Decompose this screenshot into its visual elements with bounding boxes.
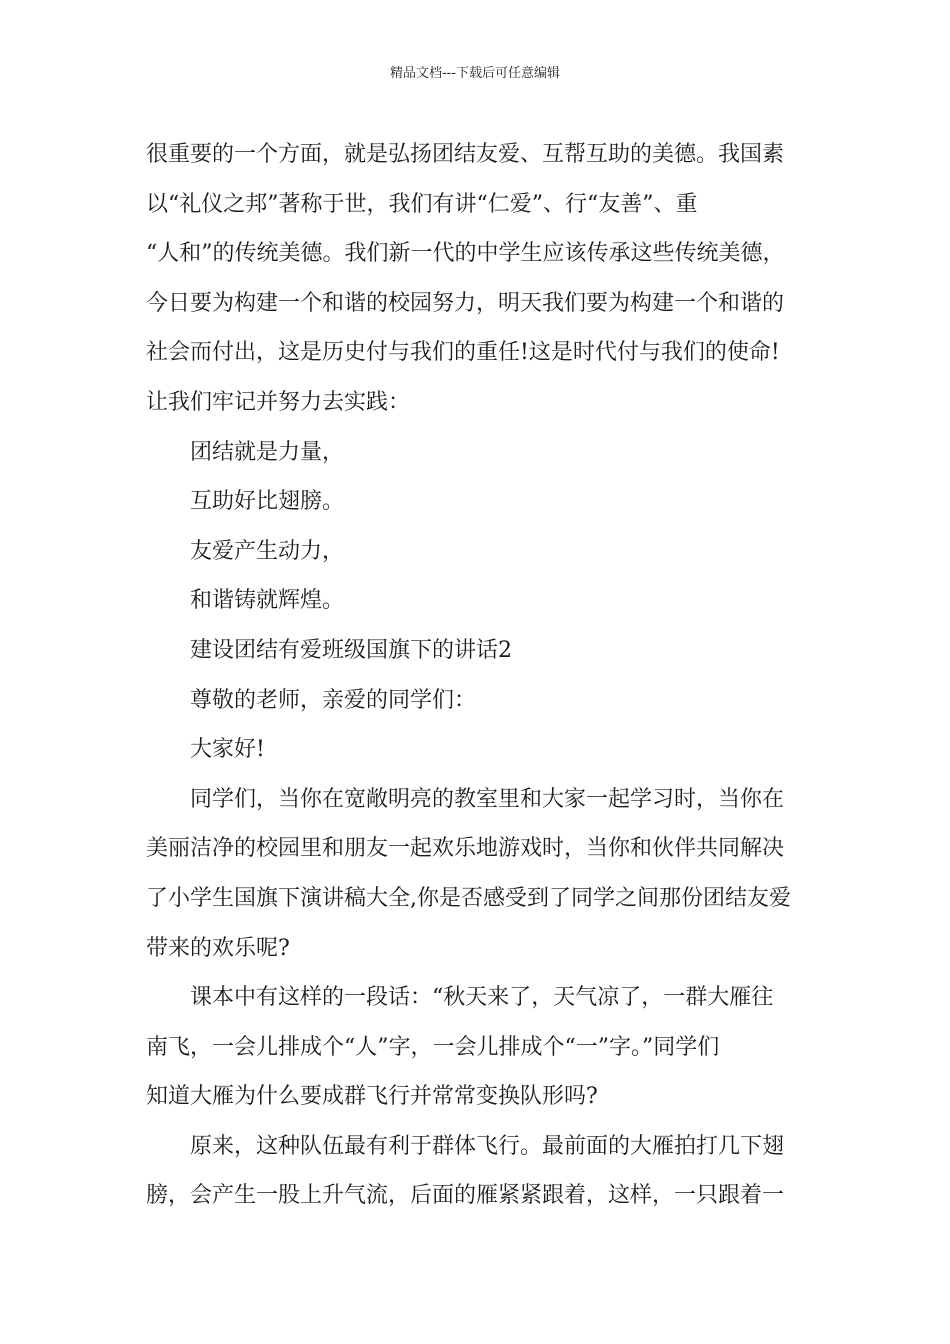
- page-header: 精品文档---下载后可任意编辑: [389, 66, 561, 81]
- paragraph-line: 今日要为构建一个和谐的校园努力，明天我们要为构建一个和谐的: [146, 290, 785, 316]
- paragraph-line: 膀，会产生一股上升气流，后面的雁紧紧跟着，这样，一只跟着一: [146, 1183, 785, 1209]
- paragraph-line: 课本中有这样的一段话：“秋天来了，天气凉了，一群大雁往: [190, 985, 774, 1011]
- salutation: 尊敬的老师，亲爱的同学们：: [190, 687, 477, 713]
- poem-line: 团结就是力量，: [190, 439, 345, 465]
- poem-line: 互助好比翅膀。: [190, 489, 345, 515]
- paragraph-line: 社会而付出，这是历史付与我们的重任!这是时代付与我们的使命!: [146, 340, 780, 366]
- paragraph-line: 原来，这种队伍最有利于群体飞行。最前面的大雁拍打几下翅: [190, 1133, 785, 1159]
- paragraph-line: 很重要的一个方面，就是弘扬团结友爱、互帮互助的美德。我国素: [146, 142, 785, 167]
- paragraph-line: 以“礼仪之邦”著称于世，我们有讲“仁爱”、行“友善”、重: [146, 191, 698, 217]
- greeting: 大家好!: [190, 737, 265, 763]
- document-body: [146, 130, 826, 1221]
- poem-line: 和谐铸就辉煌。: [190, 588, 345, 614]
- paragraph-line: 带来的欢乐呢?: [146, 935, 290, 961]
- paragraph-line: 同学们，当你在宽敞明亮的教室里和大家一起学习时，当你在: [190, 786, 785, 812]
- paragraph-line: 知道大雁为什么要成群飞行并常常变换队形吗?: [146, 1084, 598, 1110]
- poem-line: 友爱产生动力，: [190, 538, 345, 564]
- section-title: 建设团结有爱班级国旗下的讲话2: [190, 637, 512, 663]
- paragraph-line: 让我们牢记并努力去实践：: [146, 389, 411, 415]
- paragraph-line: “人和”的传统美德。我们新一代的中学生应该传承这些传统美德，: [146, 241, 785, 267]
- paragraph-line: 美丽洁净的校园里和朋友一起欢乐地游戏时，当你和伙伴共同解决: [146, 836, 785, 862]
- paragraph-line: 了小学生国旗下演讲稿大全,你是否感受到了同学之间那份团结友爱: [146, 885, 791, 911]
- paragraph-line: 南飞，一会儿排成个“人”字，一会儿排成个“一”字。”同学们: [146, 1034, 720, 1060]
